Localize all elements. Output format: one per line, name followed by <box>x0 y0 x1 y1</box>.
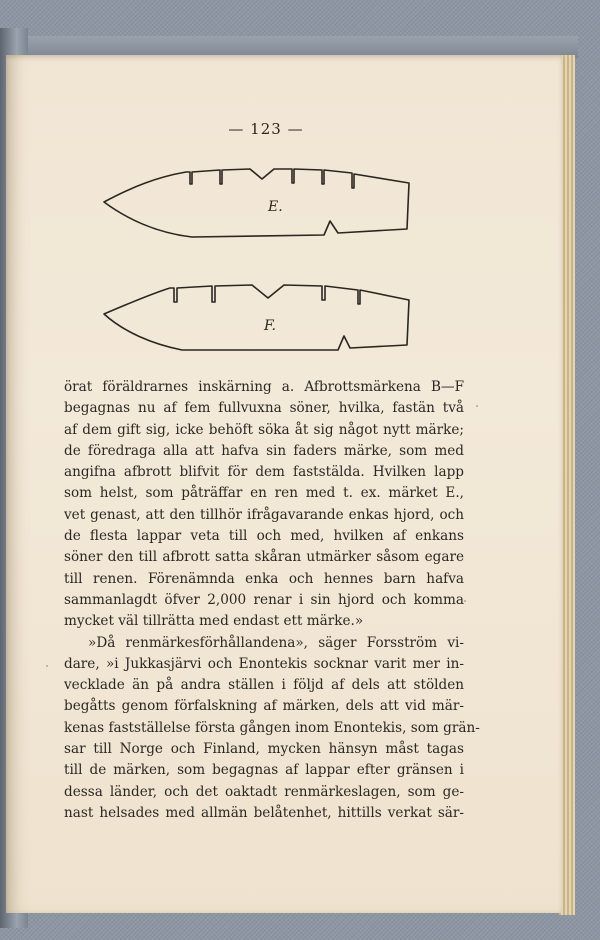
text-line: dare, »i Jukkasjärvi och Enontekis socknar varit mer in- <box>64 655 464 672</box>
text-line: mycket väl tillrätta med endast ett märke.» <box>64 613 364 630</box>
text-line: örat föräldrarnes inskärning a. Afbrottsmärkena B—F <box>64 379 464 395</box>
text-line: de flesta lappar veta till och med, hvilken af enkans <box>64 528 464 545</box>
text-line: till de märken, som begagnas af lappar efter gränsen i <box>64 762 464 779</box>
text-line: vet genast, att den tillhör ifrågavarande enkas hjord, och <box>64 506 464 523</box>
figure-label-f: F. <box>264 318 276 334</box>
paper-speck <box>476 405 478 407</box>
text-line: sar till Norge och Finland, mycken hänsyn måst tagas <box>64 741 464 758</box>
ear-mark-figure-f <box>102 280 412 360</box>
text-line: begåtts genom förfalskning af märken, dels att vid mär- <box>64 698 464 715</box>
text-line: vecklade än på andra ställen i följd af dels att stölden <box>64 677 464 694</box>
ear-mark-e-outline <box>102 167 412 247</box>
text-line: kenas fastställelse första gången inom Enontekis, som grän- <box>64 719 480 736</box>
text-line: dessa länder, och det oaktadt renmärkeslagen, som ge- <box>64 783 464 800</box>
body-text <box>64 377 480 824</box>
text-line: angifna afbrott blifvit för dem faststälda. Hvilken lapp <box>64 464 464 481</box>
text-line: till renen. Förenämnda enka och hennes barn hafva <box>64 570 464 587</box>
paper-speck <box>46 665 48 667</box>
book-page <box>6 55 562 913</box>
ear-mark-figure-e <box>102 167 412 247</box>
text-line: sammanlagdt öfver 2,000 renar i sin hjord och komma <box>64 591 464 608</box>
ear-mark-f-outline <box>102 280 412 360</box>
text-line: af dem gift sig, icke behöft söka åt sig något nytt märke; <box>64 421 464 438</box>
page-number: — 123 — <box>228 120 304 138</box>
text-line: söner den till afbrott satta skåran utmärker såsom egare <box>64 549 464 566</box>
text-line: nast helsades med allmän belåtenhet, hittills verkat sär- <box>64 804 464 821</box>
text-line: de föredraga alla att hafva sin faders märke, som med <box>64 442 464 459</box>
text-line: som helst, som påträffar en ren med t. ex. märket E., <box>64 485 464 502</box>
figure-label-e: E. <box>268 199 283 215</box>
paper-speck <box>464 600 466 602</box>
text-line: begagnas nu af fem fullvuxna söner, hvilka, fastän två <box>64 400 464 417</box>
text-line: »Då renmärkesförhållandena», säger Forsström vi- <box>88 634 464 651</box>
